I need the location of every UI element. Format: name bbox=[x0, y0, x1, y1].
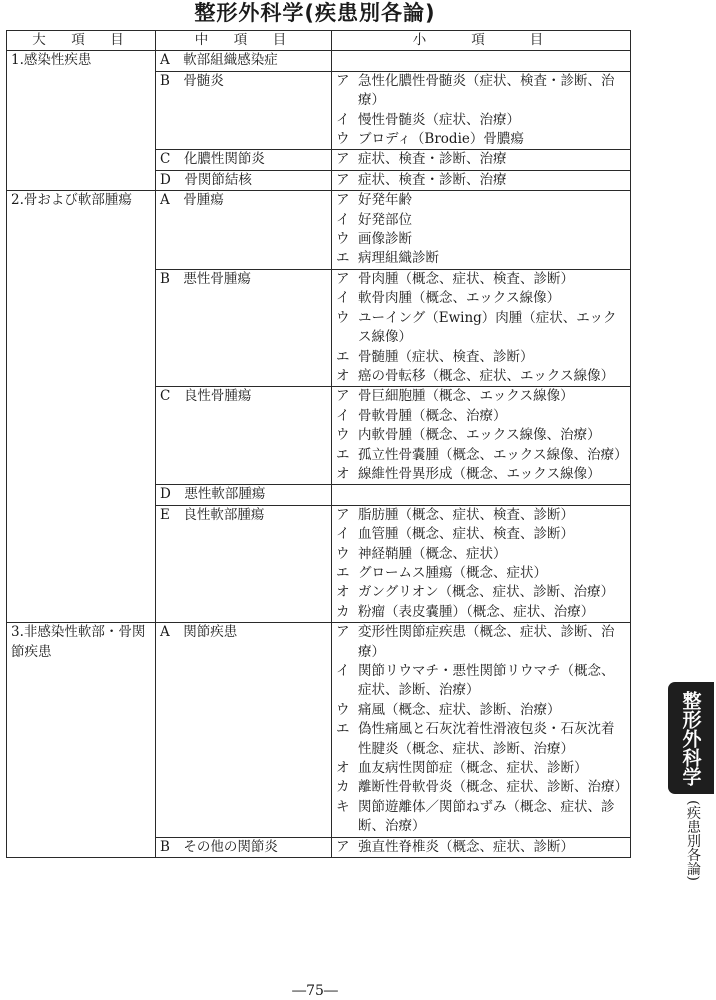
mid-item-cell bbox=[156, 170, 332, 190]
mid-item-cell bbox=[156, 505, 332, 622]
sub-item bbox=[336, 387, 626, 406]
sub-item-marker: ウ bbox=[336, 131, 350, 148]
sub-item-marker: ア bbox=[336, 192, 350, 209]
sub-item-marker: キ bbox=[336, 798, 350, 815]
sub-item-text: 強直性脊椎炎（概念、症状、診断） bbox=[358, 838, 574, 855]
sub-item-text: 変形性関節症疾患（概念、症状、診断、治療） bbox=[358, 624, 615, 660]
sub-item-text: 軟骨肉腫（概念、エックス線像） bbox=[358, 290, 561, 307]
sub-item-text: ガングリオン（概念、症状、診断、治療） bbox=[358, 584, 615, 601]
mid-item-label: A 軟部組織感染症 bbox=[160, 52, 278, 69]
sub-item bbox=[336, 545, 626, 564]
sub-item-marker: ウ bbox=[336, 427, 350, 444]
sub-item bbox=[336, 230, 626, 249]
sub-item-marker: エ bbox=[336, 721, 350, 738]
mid-item-label: B その他の関節炎 bbox=[160, 838, 278, 855]
side-tab: 整形外科学 bbox=[668, 682, 714, 794]
mid-item-cell bbox=[156, 51, 332, 71]
sub-item-text: 離断性骨軟骨炎（概念、症状、診断、治療） bbox=[358, 779, 628, 796]
sub-item bbox=[336, 838, 626, 857]
sub-item bbox=[336, 465, 626, 484]
sub-item-text: 粉瘤（表皮嚢腫）（概念、症状、治療） bbox=[358, 603, 595, 620]
sub-item bbox=[336, 583, 626, 602]
sub-item-text: 痛風（概念、症状、診断、治療） bbox=[358, 701, 561, 718]
sub-item bbox=[336, 623, 626, 662]
sub-item-marker: イ bbox=[336, 526, 350, 543]
sub-item bbox=[336, 191, 626, 210]
sub-items-cell bbox=[332, 51, 631, 71]
mid-item-cell bbox=[156, 150, 332, 170]
sub-item-text: 線維性骨異形成（概念、エックス線像） bbox=[358, 465, 601, 482]
sub-item bbox=[336, 348, 626, 367]
sub-item-text: ブロディ（Brodie）骨膿瘍 bbox=[358, 131, 524, 148]
sub-item-text: 画像診断 bbox=[358, 231, 412, 248]
mid-item-cell bbox=[156, 387, 332, 485]
header-major: 大 項 目 bbox=[7, 31, 156, 51]
sub-item-marker: ア bbox=[336, 171, 350, 188]
sub-item bbox=[336, 270, 626, 289]
sub-item-marker: エ bbox=[336, 446, 350, 463]
sub-item-marker: ウ bbox=[336, 309, 350, 326]
sub-item bbox=[336, 309, 626, 348]
sub-item bbox=[336, 367, 626, 386]
mid-item-label: D 悪性軟部腫瘍 bbox=[160, 486, 266, 503]
sub-item-marker: ウ bbox=[336, 701, 350, 718]
sub-item bbox=[336, 130, 626, 149]
sub-item-marker: ア bbox=[336, 838, 350, 855]
sub-item-text: 血管腫（概念、症状、検査、診断） bbox=[358, 526, 574, 543]
table-row bbox=[7, 623, 631, 837]
sub-item-marker: ウ bbox=[336, 231, 350, 248]
sub-item-text: 内軟骨腫（概念、エックス線像、治療） bbox=[358, 427, 601, 444]
table-row bbox=[7, 191, 631, 270]
sub-item-marker: イ bbox=[336, 211, 350, 228]
sub-item-marker: イ bbox=[336, 407, 350, 424]
header-mid: 中 項 目 bbox=[156, 31, 332, 51]
sub-item-text: 好発年齢 bbox=[358, 192, 412, 209]
sub-item-text: グロームス腫瘍（概念、症状） bbox=[358, 564, 547, 581]
sub-item-marker: イ bbox=[336, 290, 350, 307]
mid-item-label: C 化膿性関節炎 bbox=[160, 151, 265, 168]
sub-item-text: 慢性骨髄炎（症状、治療） bbox=[358, 111, 520, 128]
sub-item-text: 急性化膿性骨髄炎（症状、検査・診断、治療） bbox=[358, 72, 615, 109]
sub-items-cell bbox=[332, 505, 631, 622]
mid-item-cell bbox=[156, 71, 332, 150]
sub-item-text: 病理組織診断 bbox=[358, 250, 439, 267]
mid-item-label: C 良性骨腫瘍 bbox=[160, 388, 252, 405]
major-item-cell bbox=[7, 191, 156, 623]
sub-item-text: 偽性痛風と石灰沈着性滑液包炎・石灰沈着性腱炎（概念、症状、診断、治療） bbox=[358, 721, 615, 757]
header-sub: 小 項 目 bbox=[332, 31, 631, 51]
sub-item bbox=[336, 759, 626, 778]
sub-items-cell bbox=[332, 150, 631, 170]
sub-item bbox=[336, 564, 626, 583]
sub-item-marker: エ bbox=[336, 348, 350, 365]
sub-item-text: 脂肪腫（概念、症状、検査、診断） bbox=[358, 506, 574, 523]
sub-item-text: 関節リウマチ・悪性関節リウマチ（概念、症状、診断、治療） bbox=[358, 663, 615, 699]
mid-item-cell bbox=[156, 837, 332, 857]
mid-item-cell bbox=[156, 623, 332, 837]
sub-item-text: 骨軟骨腫（概念、治療） bbox=[358, 407, 507, 424]
mid-item-label: E 良性軟部腫瘍 bbox=[160, 506, 265, 523]
sub-items-cell bbox=[332, 71, 631, 150]
sub-item bbox=[336, 701, 626, 720]
sub-items-cell bbox=[332, 191, 631, 270]
sub-item-text: 癌の骨転移（概念、症状、エックス線像） bbox=[358, 367, 615, 384]
sub-item-text: 症状、検査・診断、治療 bbox=[358, 171, 507, 188]
sub-item bbox=[336, 426, 626, 445]
sub-item bbox=[336, 506, 626, 525]
sub-item-marker: ウ bbox=[336, 545, 350, 562]
sub-item-marker: エ bbox=[336, 564, 350, 581]
sub-item-marker: イ bbox=[336, 111, 350, 128]
major-item-cell bbox=[7, 623, 156, 858]
sub-item bbox=[336, 720, 626, 759]
mid-item-cell bbox=[156, 191, 332, 270]
sub-item-marker: ア bbox=[336, 72, 350, 89]
sub-item-text: 好発部位 bbox=[358, 211, 412, 228]
sub-item-text: 血友病性関節症（概念、症状、診断） bbox=[358, 760, 588, 777]
sub-items-cell bbox=[332, 623, 631, 837]
mid-item-label: B 骨髄炎 bbox=[160, 72, 224, 89]
sub-item-marker: イ bbox=[336, 663, 350, 679]
sub-item-text: 骨髄腫（症状、検査、診断） bbox=[358, 348, 534, 365]
major-item-label: 1.感染性疾患 bbox=[11, 52, 92, 69]
sub-item-text: 孤立性骨嚢腫（概念、エックス線像、治療） bbox=[358, 446, 628, 463]
sub-item bbox=[336, 603, 626, 622]
mid-item-cell bbox=[156, 485, 332, 505]
sub-items-cell bbox=[332, 269, 631, 386]
table-body bbox=[7, 51, 631, 858]
sub-items-cell bbox=[332, 387, 631, 485]
sub-item bbox=[336, 778, 626, 797]
sub-items-cell bbox=[332, 837, 631, 857]
sub-item-marker: エ bbox=[336, 250, 350, 267]
mid-item-label: B 悪性骨腫瘍 bbox=[160, 270, 251, 287]
mid-item-label: A 骨腫瘍 bbox=[160, 192, 224, 209]
sub-item bbox=[336, 662, 626, 701]
sub-item-marker: ア bbox=[336, 270, 350, 287]
mid-item-label: A 関節疾患 bbox=[160, 624, 238, 641]
sub-item bbox=[336, 171, 626, 190]
sub-item bbox=[336, 72, 626, 111]
mid-item-cell bbox=[156, 269, 332, 386]
sub-item bbox=[336, 798, 626, 837]
sub-item bbox=[336, 446, 626, 465]
sub-item-text: 症状、検査・診断、治療 bbox=[358, 151, 507, 168]
sub-items-cell bbox=[332, 170, 631, 190]
sub-item-marker: ア bbox=[336, 388, 350, 405]
sub-item-marker: オ bbox=[336, 584, 350, 601]
sub-item-marker: オ bbox=[336, 367, 350, 384]
sub-item bbox=[336, 407, 626, 426]
syllabus-table bbox=[6, 30, 631, 858]
sub-item bbox=[336, 249, 626, 268]
sub-item-text: ユーイング（Ewing）肉腫（症状、エックス線像） bbox=[358, 309, 617, 346]
sub-item-marker: オ bbox=[336, 760, 350, 777]
major-item-cell bbox=[7, 51, 156, 191]
sub-items-cell bbox=[332, 485, 631, 505]
sub-item bbox=[336, 150, 626, 169]
page-number: ―75― bbox=[292, 983, 338, 999]
sub-item bbox=[336, 111, 626, 130]
sub-item-marker: ア bbox=[336, 506, 350, 523]
sub-item-marker: オ bbox=[336, 465, 350, 482]
sub-item bbox=[336, 211, 626, 230]
sub-item-marker: ア bbox=[336, 624, 350, 641]
sub-item bbox=[336, 525, 626, 544]
page-title: 整形外科学(疾患別各論) bbox=[194, 1, 436, 25]
table-header-row bbox=[7, 31, 631, 51]
sub-item-text: 神経鞘腫（概念、症状） bbox=[358, 545, 507, 562]
sub-item-text: 関節遊離体／関節ねずみ（概念、症状、診断、治療） bbox=[358, 798, 615, 835]
sub-item-marker: カ bbox=[336, 779, 350, 796]
table-row bbox=[7, 51, 631, 71]
side-subtitle: (疾患別各論) bbox=[685, 800, 701, 881]
major-item-label: 3.非感染性軟部・骨関節疾患 bbox=[11, 624, 146, 660]
mid-item-label: D 骨関節結核 bbox=[160, 171, 252, 188]
major-item-label: 2.骨および軟部腫瘍 bbox=[11, 192, 132, 209]
sub-item-marker: ア bbox=[336, 151, 350, 168]
sub-item-marker: カ bbox=[336, 603, 350, 620]
sub-item-text: 骨巨細胞腫（概念、エックス線像） bbox=[358, 388, 574, 405]
sub-item-text: 骨肉腫（概念、症状、検査、診断） bbox=[358, 270, 574, 287]
sub-item bbox=[336, 289, 626, 308]
